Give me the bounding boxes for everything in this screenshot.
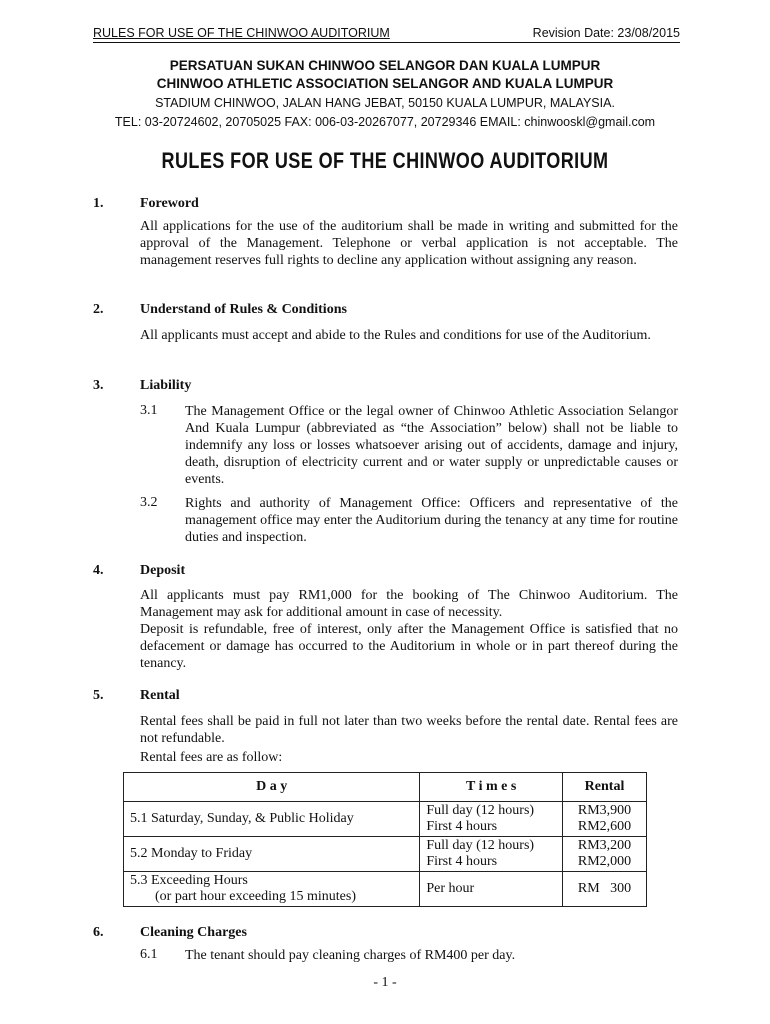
section-4-heading: Deposit [140,563,186,578]
row-1-rent-b: RM2,600 [577,819,632,834]
row-2-rental [563,837,647,872]
row-2-day: 5.2 Monday to Friday [124,837,420,872]
section-2-number: 2. [93,302,104,317]
section-2-heading: Understand of Rules & Conditions [140,302,347,317]
row-3-day [124,872,420,907]
revision-date: Revision Date: 23/08/2015 [532,26,680,40]
row-2-rent-a: RM3,200 [577,838,632,853]
section-4-text-1: All applicants must pay RM1,000 for the booking of The Chinwoo Auditorium. The Management may ask for additional amount in case of necessity. [140,588,678,620]
section-2-text: All applicants must accept and abide to the Rules and conditions for use of the Auditorium. [140,328,651,343]
col-header-times: T i m e s [420,773,563,802]
section-3-2-text: Rights and authority of Management Office: Officers and representative of the management office may enter the Auditorium during the tenancy at any time for routine duties and inspection. [185,496,678,545]
section-3-2-number: 3.2 [140,495,158,510]
section-3-1-number: 3.1 [140,403,158,418]
row-2-times [420,837,563,872]
row-2-rent-b: RM2,000 [577,854,632,869]
document-title: RULES FOR USE OF THE CHINWOO AUDITORIUM [161,148,609,173]
org-contact: TEL: 03-20724602, 20705025 FAX: 006-03-20267077, 20729346 EMAIL: chinwooskl@gmail.com [114,115,656,129]
section-6-number: 6. [93,925,104,940]
section-4-number: 4. [93,563,104,578]
section-1-heading: Foreword [140,196,199,211]
row-1-day: 5.1 Saturday, Sunday, & Public Holiday [124,802,420,837]
table-row [124,872,647,907]
section-3-heading: Liability [140,378,192,393]
section-6-1-text: The tenant should pay cleaning charges of RM400 per day. [185,948,516,963]
row-3-day-a: 5.3 Exceeding Hours [130,873,248,888]
col-header-rental: Rental [563,773,647,802]
org-name-english: CHINWOO ATHLETIC ASSOCIATION SELANGOR AND KUALA LUMPUR [156,76,614,91]
rental-table [123,772,647,907]
section-5-text-1: Rental fees shall be paid in full not later than two weeks before the rental date. Rental fees are not refundable. [140,714,678,746]
rental-table-header-row [124,773,647,802]
row-3-time: Per hour [420,872,563,907]
section-5-number: 5. [93,688,104,703]
row-1-times [420,802,563,837]
org-address: STADIUM CHINWOO, JALAN HANG JEBAT, 50150 KUALA LUMPUR, MALAYSIA. [155,96,615,110]
table-row [124,802,647,837]
section-1-number: 1. [93,196,104,211]
row-3-day-b: (or part hour exceeding 15 minutes) [155,889,356,904]
table-row [124,837,647,872]
section-4-text-2: Deposit is refundable, free of interest, only after the Management Office is satisfied that no defacement or damage has occurred to the Auditorium in whole or in part thereof during the tenancy. [140,622,678,671]
section-3-1-text: The Management Office or the legal owner of Chinwoo Athletic Association Selangor And Kuala Lumpur (abbreviated as “the Association” below) shall not be liable to indemnify any loss or losses whatsoever arising out of accidents, damage and injury, death, disruption of electricity current and or water supply or unpredictable causes or events. [185,404,678,487]
row-1-rent-a: RM3,900 [577,803,632,818]
section-3-number: 3. [93,378,104,393]
org-name-malay: PERSATUAN SUKAN CHINWOO SELANGOR DAN KUALA LUMPUR [169,58,601,73]
row-1-rental [563,802,647,837]
row-1-time-a: Full day (12 hours) [426,803,535,818]
col-header-day: D a y [124,773,420,802]
row-3-rent: RM 300 [563,872,647,907]
section-5-heading: Rental [140,688,180,703]
running-header [93,26,680,43]
row-2-time-b: First 4 hours [426,854,498,869]
section-1-text: All applications for the use of the auditorium shall be made in writing and submitted for the approval of the Management. Telephone or verbal application is not acceptable. The management reserves full rights to decline any application without assigning any reason. [140,219,678,268]
section-5-text-2: Rental fees are as follow: [140,750,283,765]
row-2-time-a: Full day (12 hours) [426,838,535,853]
section-6-heading: Cleaning Charges [140,925,247,940]
running-header-title: RULES FOR USE OF THE CHINWOO AUDITORIUM [93,26,390,40]
section-6-1-number: 6.1 [140,947,158,962]
row-1-time-b: First 4 hours [426,819,498,834]
page-number: - 1 - [373,975,397,990]
